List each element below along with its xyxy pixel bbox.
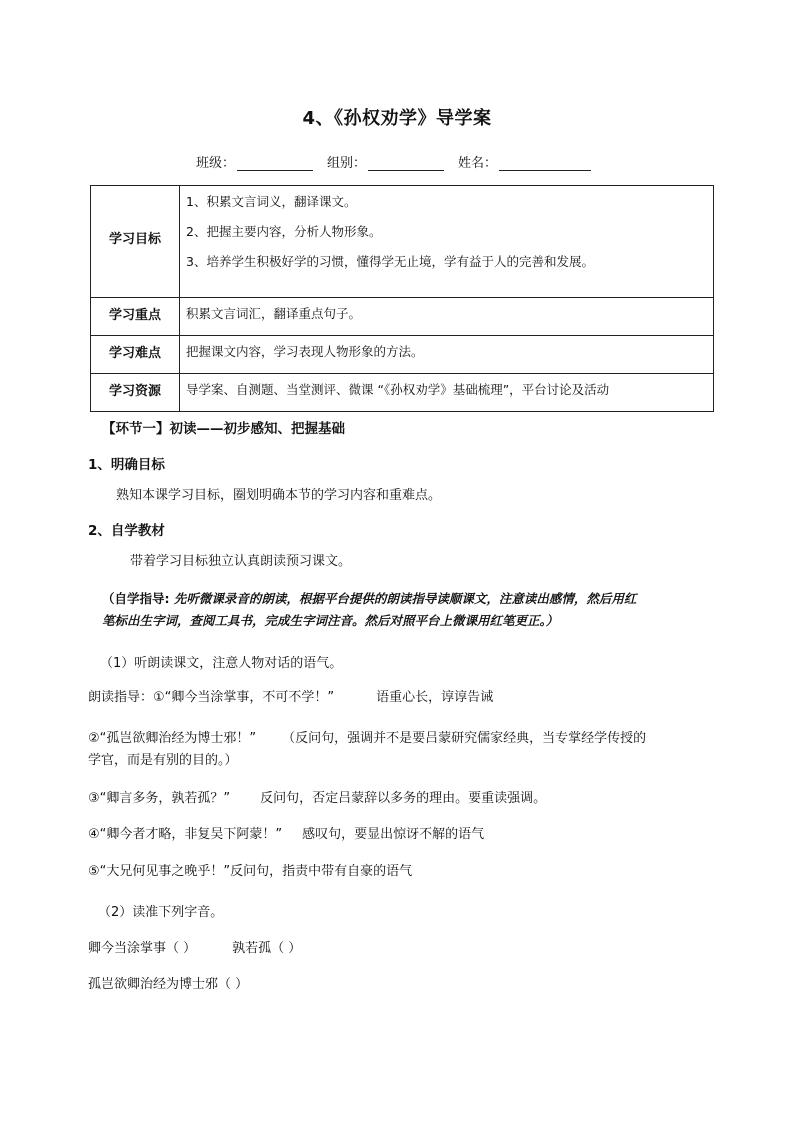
goal-line: 积累文言词汇，翻译重点句子。 <box>186 306 362 321</box>
paragraph: 带着学习目标独立认真朗读预习课文。 <box>130 554 352 569</box>
step-label: （2）读准下列字音。 <box>98 905 224 920</box>
student-info-line <box>196 152 591 171</box>
row-head: 学习难点 <box>91 336 180 374</box>
quote-note: 感叹句，要显出惊讶不解的语气 <box>302 827 485 842</box>
table-row <box>91 374 714 412</box>
guide-text: 先听微课录音的朗读，根据平台提供的朗读指导读顺课文，注意读出感情，然后用红 <box>169 591 637 606</box>
objectives-table <box>90 185 714 412</box>
table-row <box>91 298 714 336</box>
quote-note: 语重心长，谆谆告诫 <box>376 690 494 705</box>
subsection-heading: 2、自学教材 <box>88 523 165 539</box>
page-title: 4、《孙权劝学》导学案 <box>302 108 492 129</box>
quote-note: 反问句，否定吕蒙辞以多务的理由。要重读强调。 <box>260 791 547 806</box>
table-row <box>91 336 714 374</box>
row-head: 学习资源 <box>91 374 180 412</box>
pronunciation-question[interactable]: 孰若孤（ ） <box>232 941 302 956</box>
row-body <box>180 336 714 374</box>
guide-lead: （自学指导: <box>102 591 170 606</box>
reading-guide-line <box>88 790 546 808</box>
reading-guide-line <box>88 689 493 707</box>
quote-note: （反问句，强调并不是要吕蒙研究儒家经典，当专掌经学传授的 <box>282 731 647 746</box>
class-blank[interactable] <box>237 156 313 171</box>
reading-guide-line <box>88 826 484 844</box>
paragraph: 熟知本课学习目标，圈划明确本节的学习内容和重难点。 <box>116 488 442 503</box>
name-blank[interactable] <box>499 156 591 171</box>
guide-text: 笔标出生字词，查阅工具书，完成生字词注音。然后对照平台上微课用红笔更正。） <box>102 613 559 628</box>
quote: ③“卿言多务，孰若孤？” <box>88 791 231 806</box>
goal-line: 1、积累文言词义，翻译课文。 <box>186 194 357 209</box>
class-label: 班级： <box>196 156 236 171</box>
row-body <box>180 374 714 412</box>
pronunciation-row <box>88 940 301 958</box>
section-heading: 【环节一】初读——初步感知、把握基础 <box>102 421 345 437</box>
row-head: 学习重点 <box>91 298 180 336</box>
pronunciation-row <box>88 976 248 994</box>
pronunciation-question[interactable]: 孤岂欲卿治经为博士邪（ ） <box>88 977 249 992</box>
reading-guide-line: ⑤“大兄何见事之晚乎！”反问句，指责中带有自豪的语气 <box>88 864 413 879</box>
row-body <box>180 186 714 298</box>
pronunciation-question[interactable]: 卿今当涂掌事（ ） <box>88 941 197 956</box>
goal-line: 2、把握主要内容，分析人物形象。 <box>186 224 382 239</box>
quote: ②“孤岂欲卿治经为博士邪！” <box>88 731 257 746</box>
self-study-guide <box>102 588 732 632</box>
row-body <box>180 298 714 336</box>
group-label: 组别： <box>327 156 367 171</box>
goal-line: 把握课文内容，学习表现人物形象的方法。 <box>186 344 424 359</box>
step-label: （1）听朗读课文，注意人物对话的语气。 <box>100 656 343 671</box>
reading-guide-line <box>88 728 718 772</box>
goal-line: 导学案、自测题、当堂测评、微课 “《孙权劝学》基础梳理”，平台讨论及活动 <box>186 382 610 397</box>
table-row <box>91 186 714 298</box>
subsection-heading: 1、明确目标 <box>88 457 165 473</box>
quote: ④“卿今者才略，非复吴下阿蒙！” <box>88 827 283 842</box>
quote-note: 学官，而是有别的目的。） <box>88 753 238 768</box>
name-label: 姓名： <box>458 156 498 171</box>
goal-line: 3、培养学生积极好学的习惯，懂得学无止境，学有益于人的完善和发展。 <box>186 254 594 269</box>
quote: 朗读指导：①“卿今当涂掌事，不可不学！” <box>88 690 335 705</box>
group-blank[interactable] <box>368 156 444 171</box>
row-head: 学习目标 <box>91 186 180 298</box>
